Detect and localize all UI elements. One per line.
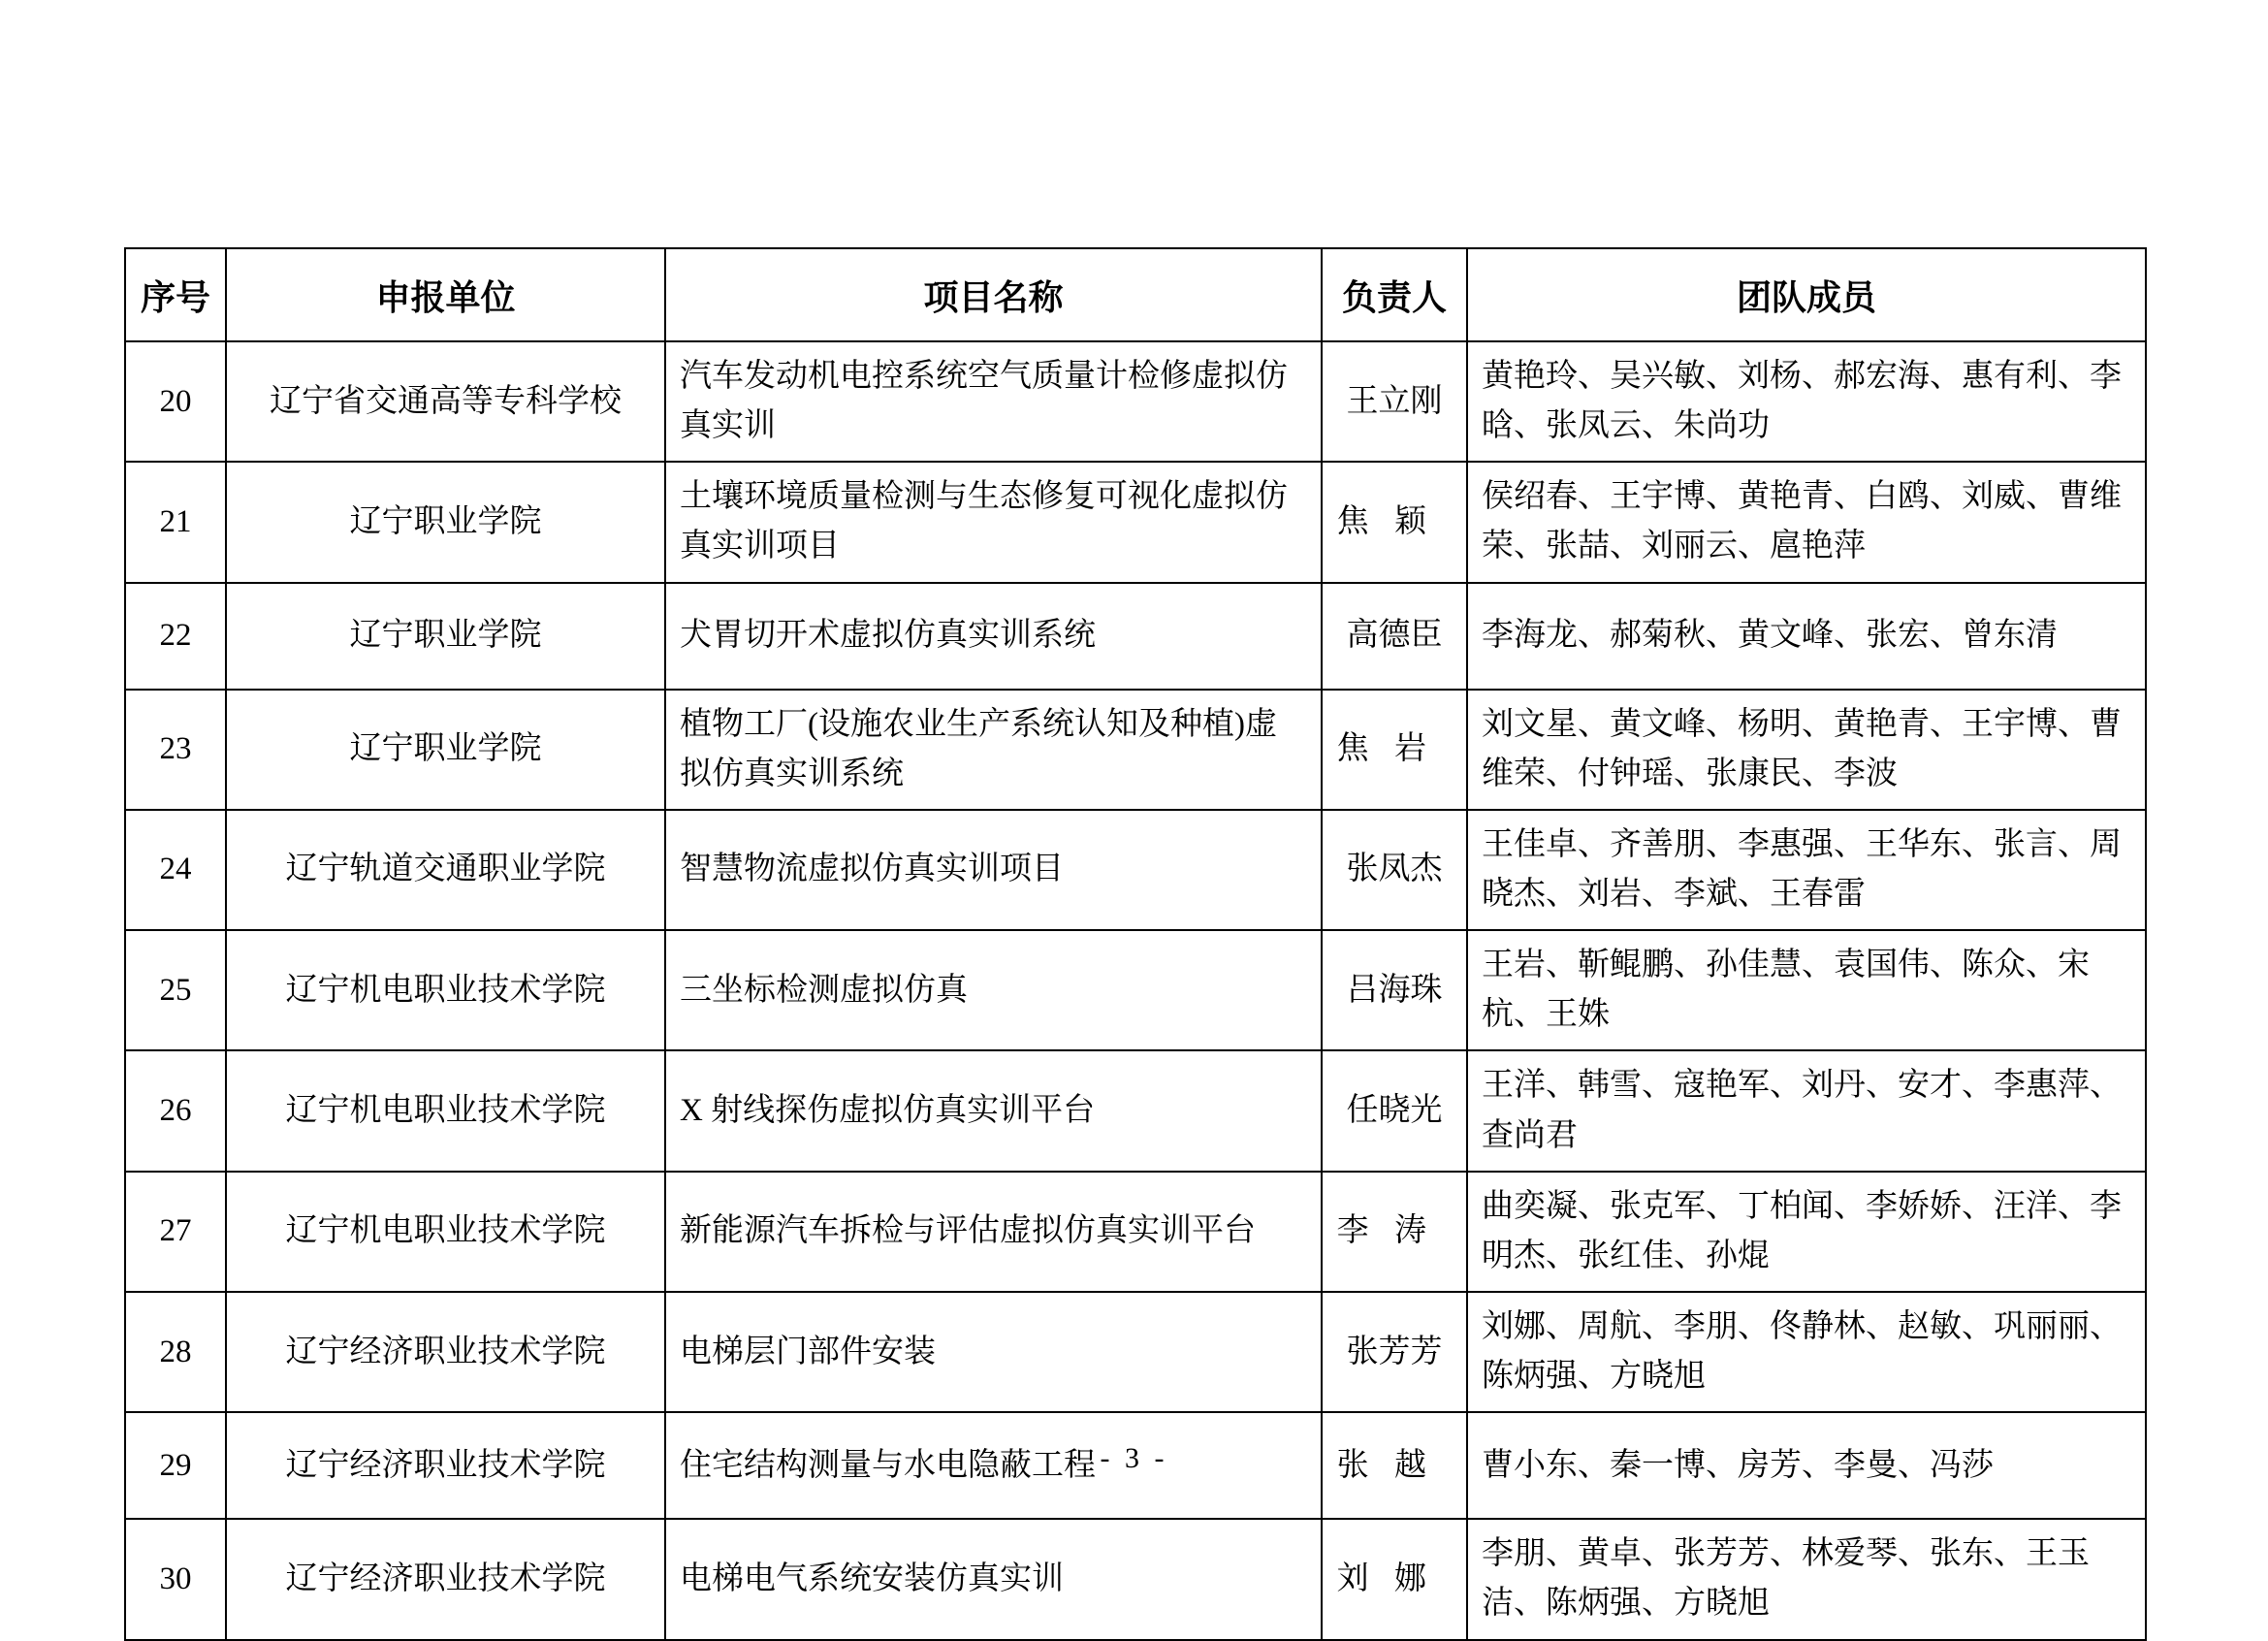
- table-row: [125, 690, 2146, 810]
- team-members-cell: 王佳卓、齐善朋、李惠强、王华东、张言、周晓杰、刘岩、李斌、王春雷: [1467, 810, 2146, 930]
- serial-number-cell: 25: [125, 930, 226, 1050]
- applicant-unit-cell: 辽宁机电职业技术学院: [226, 1050, 665, 1171]
- col-header-applicant-unit: 申报单位: [226, 248, 665, 341]
- col-header-team-members: 团队成员: [1467, 248, 2146, 341]
- table-row: [125, 583, 2146, 690]
- leader-cell: 李涛: [1322, 1172, 1467, 1292]
- project-name-cell: 新能源汽车拆检与评估虚拟仿真实训平台: [665, 1172, 1322, 1292]
- table-row: [125, 810, 2146, 930]
- applicant-unit-cell: 辽宁经济职业技术学院: [226, 1292, 665, 1412]
- table-row: [125, 462, 2146, 582]
- team-members-cell: 王岩、靳鲲鹏、孙佳慧、袁国伟、陈众、宋杭、王姝: [1467, 930, 2146, 1050]
- serial-number-cell: 24: [125, 810, 226, 930]
- team-members-cell: 刘娜、周航、李朋、佟静林、赵敏、巩丽丽、陈炳强、方晓旭: [1467, 1292, 2146, 1412]
- project-name-cell: 住宅结构测量与水电隐蔽工程: [665, 1412, 1322, 1519]
- serial-number-cell: 23: [125, 690, 226, 810]
- col-header-project-name: 项目名称: [665, 248, 1322, 341]
- col-header-serial-number: 序号: [125, 248, 226, 341]
- serial-number-cell: 20: [125, 341, 226, 462]
- team-members-cell: 曲奕凝、张克军、丁柏闻、李娇娇、汪洋、李明杰、张红佳、孙焜: [1467, 1172, 2146, 1292]
- team-members-cell: 王洋、韩雪、寇艳军、刘丹、安才、李惠萍、查尚君: [1467, 1050, 2146, 1171]
- leader-cell: 张凤杰: [1322, 810, 1467, 930]
- leader-cell: 任晓光: [1322, 1050, 1467, 1171]
- serial-number-cell: 21: [125, 462, 226, 582]
- applicant-unit-cell: 辽宁经济职业技术学院: [226, 1412, 665, 1519]
- leader-cell: 焦岩: [1322, 690, 1467, 810]
- serial-number-cell: 30: [125, 1519, 226, 1639]
- applicant-unit-cell: 辽宁职业学院: [226, 690, 665, 810]
- project-name-cell: 植物工厂(设施农业生产系统认知及种植)虚拟仿真实训系统: [665, 690, 1322, 810]
- applicant-unit-cell: 辽宁轨道交通职业学院: [226, 810, 665, 930]
- table-row: [125, 1519, 2146, 1639]
- table-row: [125, 341, 2146, 462]
- serial-number-cell: 27: [125, 1172, 226, 1292]
- project-name-cell: X 射线探伤虚拟仿真实训平台: [665, 1050, 1322, 1171]
- project-name-cell: 智慧物流虚拟仿真实训项目: [665, 810, 1322, 930]
- serial-number-cell: 29: [125, 1412, 226, 1519]
- leader-cell: 吕海珠: [1322, 930, 1467, 1050]
- table-row: [125, 1050, 2146, 1171]
- project-name-cell: 电梯层门部件安装: [665, 1292, 1322, 1412]
- applicant-unit-cell: 辽宁经济职业技术学院: [226, 1519, 665, 1639]
- applicant-unit-cell: 辽宁职业学院: [226, 583, 665, 690]
- applicant-unit-cell: 辽宁机电职业技术学院: [226, 930, 665, 1050]
- leader-cell: 王立刚: [1322, 341, 1467, 462]
- leader-cell: 张越: [1322, 1412, 1467, 1519]
- project-name-cell: 电梯电气系统安装仿真实训: [665, 1519, 1322, 1639]
- applicant-unit-cell: 辽宁机电职业技术学院: [226, 1172, 665, 1292]
- table-row: [125, 1292, 2146, 1412]
- serial-number-cell: 26: [125, 1050, 226, 1171]
- leader-cell: 刘娜: [1322, 1519, 1467, 1639]
- applicant-unit-cell: 辽宁省交通高等专科学校: [226, 341, 665, 462]
- leader-cell: 焦颖: [1322, 462, 1467, 582]
- team-members-cell: 侯绍春、王宇博、黄艳青、白鸥、刘威、曹维荣、张喆、刘丽云、扈艳萍: [1467, 462, 2146, 582]
- team-members-cell: 刘文星、黄文峰、杨明、黄艳青、王宇博、曹维荣、付钟瑶、张康民、李波: [1467, 690, 2146, 810]
- leader-cell: 高德臣: [1322, 583, 1467, 690]
- project-name-cell: 土壤环境质量检测与生态修复可视化虚拟仿真实训项目: [665, 462, 1322, 582]
- team-members-cell: 李朋、黄卓、张芳芳、林爱琴、张东、王玉洁、陈炳强、方晓旭: [1467, 1519, 2146, 1639]
- leader-cell: 张芳芳: [1322, 1292, 1467, 1412]
- project-name-cell: 犬胃切开术虚拟仿真实训系统: [665, 583, 1322, 690]
- team-members-cell: 黄艳玲、吴兴敏、刘杨、郝宏海、惠有利、李晗、张凤云、朱尚功: [1467, 341, 2146, 462]
- serial-number-cell: 28: [125, 1292, 226, 1412]
- team-members-cell: 李海龙、郝菊秋、黄文峰、张宏、曾东清: [1467, 583, 2146, 690]
- table-header-row: [125, 248, 2146, 341]
- table-row: [125, 930, 2146, 1050]
- project-name-cell: 汽车发动机电控系统空气质量计检修虚拟仿真实训: [665, 341, 1322, 462]
- serial-number-cell: 22: [125, 583, 226, 690]
- table-row: [125, 1172, 2146, 1292]
- page-number: - 3 -: [1100, 1442, 1168, 1474]
- applicant-unit-cell: 辽宁职业学院: [226, 462, 665, 582]
- projects-table: [124, 247, 2147, 1641]
- project-name-cell: 三坐标检测虚拟仿真: [665, 930, 1322, 1050]
- col-header-leader: 负责人: [1322, 248, 1467, 341]
- team-members-cell: 曹小东、秦一博、房芳、李曼、冯莎: [1467, 1412, 2146, 1519]
